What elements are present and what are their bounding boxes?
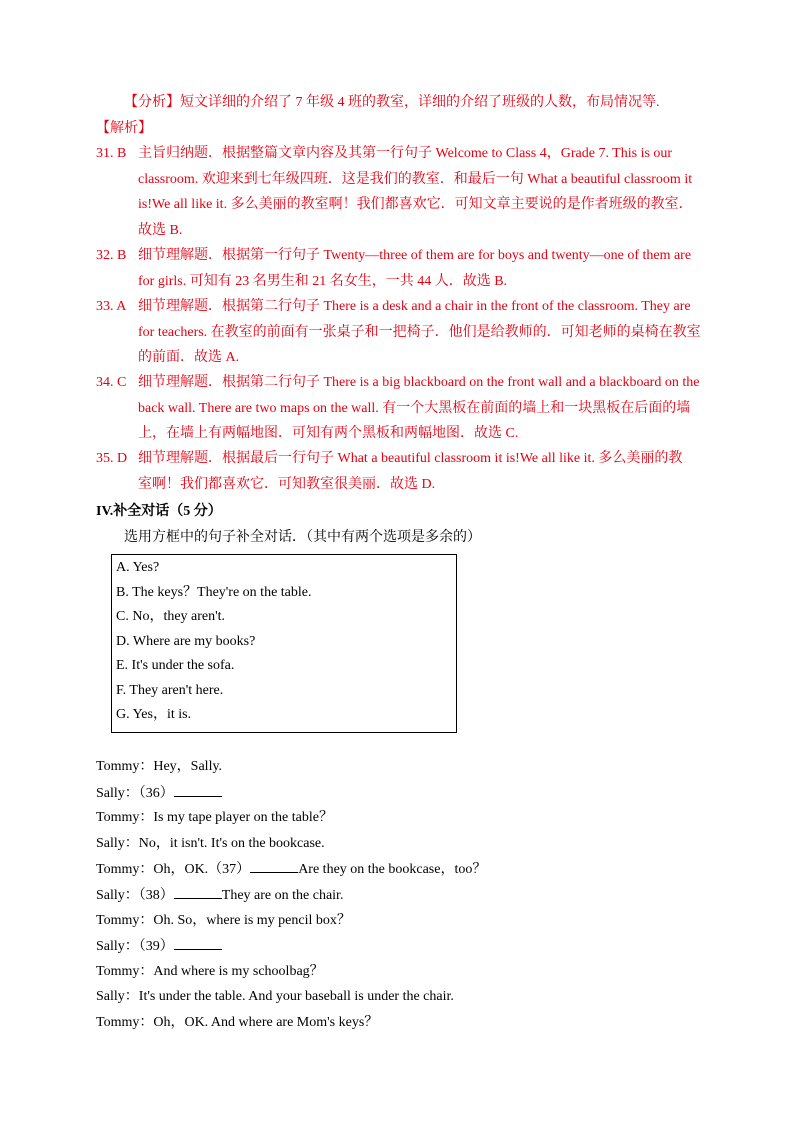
dialogue-text: Tommy：Oh，OK. And where are Mom's keys？: [96, 1015, 379, 1030]
answer-item: [96, 373, 708, 450]
dialogue-line: [96, 1013, 378, 1033]
dialogue-line: [96, 911, 351, 931]
answer-number: 31. B: [96, 146, 127, 161]
dialogue-text: Tommy：Oh，OK.（37）: [96, 862, 251, 878]
answer-text: 细节理解题．根据第二行句子 There is a big blackboard on the front wall and a blackboard on the: [138, 375, 700, 390]
answer-line: [96, 272, 708, 298]
dialogue-line: [96, 962, 324, 982]
answer-number: 33. A: [96, 299, 127, 314]
answer-text: back wall. There are two maps on the wall. 有一个大黑板在前面的墙上和一块黑板在后面的墙: [138, 400, 691, 416]
answer-text: 室啊！我们都喜欢它．可知教室很美丽．故选 D.: [138, 476, 436, 492]
answer-item: [96, 246, 708, 297]
answer-line: [96, 297, 708, 323]
dialogue-text: Sally：No，it isn't. It's on the bookcase.: [96, 835, 325, 851]
dialogue-line: [96, 834, 325, 854]
dialogue-line: [96, 808, 333, 828]
answer-text: 主旨归纳题．根据整篇文章内容及其第一行句子 Welcome to Class 4，Grade 7. This is our: [138, 146, 673, 161]
dialogue-line: [96, 783, 222, 804]
dialogue-line: [96, 936, 222, 957]
section-title: IV.补全对话（5 分）: [96, 504, 222, 519]
answer-number: 34. C: [96, 375, 127, 390]
dialogue-text-after-blank: Are they on the bookcase，too？: [298, 862, 487, 878]
answer-text: 细节理解题．根据第一行句子 Twenty—three of them are for boys and twenty—one of them are: [138, 248, 692, 263]
option-e: E. It's under the sofa.: [116, 658, 235, 673]
answer-text: is!We all like it. 多么美丽的教室啊！我们都喜欢它．可知文章主要说的是作者班级的教室．: [138, 197, 693, 212]
answer-text: classroom. 欢迎来到七年级四班．这是我们的教室．和最后一句 What a beautiful classroom it: [138, 171, 693, 187]
analysis-text: 【分析】短文详细的介绍了 7 年级 4 班的教室，详细的介绍了班级的人数，布局情况等.: [124, 95, 660, 110]
jiexi-label: 【解析】: [96, 121, 152, 136]
answer-text: for girls. 可知有 23 名男生和 21 名女生，一共 44 人．故选 B.: [138, 273, 508, 289]
option-f: F. They aren't here.: [116, 682, 224, 698]
options-box: [111, 554, 457, 733]
answer-line: [96, 449, 708, 475]
answer-text: 细节理解题．根据第二行句子 There is a desk and a chair in the front of the classroom. They are: [138, 299, 691, 314]
answer-blank: [174, 936, 222, 950]
option-a: A. Yes?: [116, 560, 160, 575]
dialogue-text: Tommy：Is my tape player on the table？: [96, 810, 333, 826]
answer-line: [96, 475, 708, 501]
answer-line: [96, 348, 708, 374]
answer-blank: [250, 859, 298, 873]
answer-line: [96, 246, 708, 272]
answer-text: 的前面．故选 A.: [138, 350, 240, 365]
answer-line: [96, 373, 708, 399]
dialogue-text-after-blank: They are on the chair.: [221, 888, 344, 903]
answer-line: [96, 399, 708, 425]
answer-number: 35. D: [96, 451, 128, 466]
answer-text: 细节理解题．根据最后一行句子 What a beautiful classroom it is!We all like it. 多么美丽的教: [138, 451, 683, 466]
answer-line: [96, 170, 708, 196]
answer-line: [96, 424, 708, 450]
dialogue-text: Sally：（36）: [96, 785, 174, 801]
answer-line: [96, 195, 708, 221]
dialogue-text: Sally：（39）: [96, 939, 174, 955]
dialogue-line: [96, 987, 454, 1007]
instruction-text: 选用方框中的句子补全对话．（其中有两个选项是多余的）: [124, 530, 481, 545]
answer-line: [96, 323, 708, 349]
dialogue-text: Tommy：And where is my schoolbag？: [96, 963, 324, 979]
dialogue-line: [96, 885, 343, 906]
answer-line: [96, 221, 708, 247]
answer-line: [96, 144, 708, 170]
dialogue-text: Tommy：Hey，Sally.: [96, 759, 223, 774]
answer-item: [96, 297, 708, 374]
answer-item: [96, 449, 708, 500]
dialogue-line: [96, 757, 222, 777]
answer-text: for teachers. 在教室的前面有一张桌子和一把椅子．他们是给教师的．可知老师的桌椅在教室: [138, 324, 701, 340]
dialogue-text: Sally：（38）: [96, 888, 174, 903]
answer-blank: [174, 783, 222, 797]
answer-text: 上，在墙上有两幅地图．可知有两个黑板和两幅地图．故选 C.: [138, 426, 519, 441]
option-g: G. Yes，it is.: [116, 707, 192, 722]
answer-text: 故选 B.: [138, 222, 183, 238]
option-c: C. No，they aren't.: [116, 609, 226, 624]
answer-number: 32. B: [96, 248, 127, 263]
option-b: B. The keys？They're on the table.: [116, 584, 312, 600]
dialogue-text: Sally：It's under the table. And your baseball is under the chair.: [96, 989, 454, 1005]
answer-blank: [174, 885, 222, 899]
option-d: D. Where are my books?: [116, 633, 256, 649]
dialogue-text: Tommy：Oh. So，where is my pencil box？: [96, 912, 351, 928]
answer-item: [96, 144, 708, 246]
dialogue-line: [96, 859, 486, 880]
